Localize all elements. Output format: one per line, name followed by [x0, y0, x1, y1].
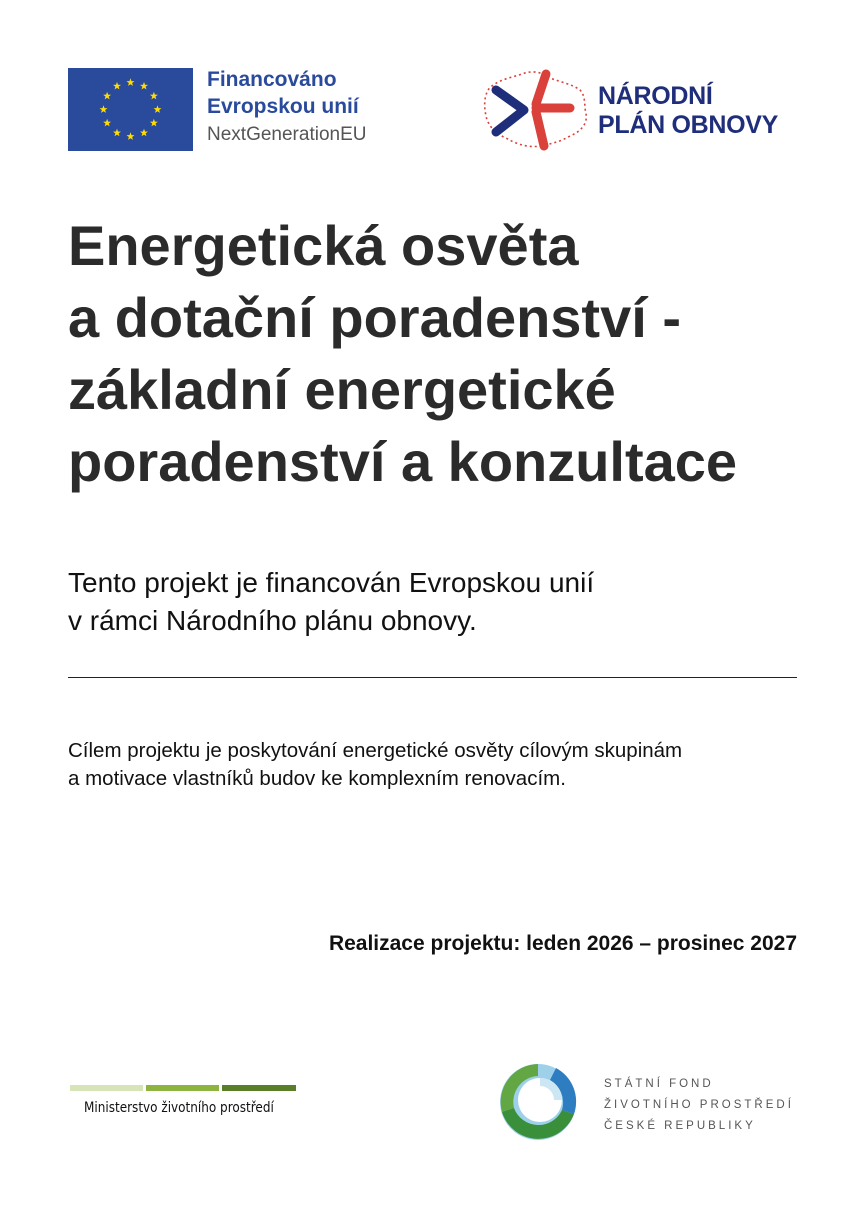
- sfzp-line-3: ČESKÉ REPUBLIKY: [604, 1120, 756, 1132]
- funding-statement: [68, 564, 594, 640]
- npo-logo-icon: [480, 64, 590, 156]
- eu-star-icon: [100, 105, 108, 113]
- npo-label: [598, 82, 778, 140]
- goal-line-1: Cílem projektu je poskytování energetické osvěty cílovým skupinám: [68, 739, 683, 762]
- sfzp-label: [604, 1074, 794, 1137]
- npo-line-1: NÁRODNÍ: [598, 82, 713, 110]
- title-line-2: a dotační poradenství -: [68, 286, 681, 349]
- sfzp-logo-icon: [496, 1060, 580, 1144]
- mzp-logo-bars: [70, 1085, 296, 1091]
- eu-line-2: Evropskou unií: [207, 95, 359, 118]
- subtitle-line-1: Tento projekt je financován Evropskou unií: [68, 567, 595, 598]
- eu-stars-icon: [68, 68, 193, 151]
- title-line-3: základní energetické: [68, 358, 616, 421]
- eu-star-icon: [127, 132, 135, 140]
- divider: [68, 677, 797, 678]
- title-line-1: Energetická osvěta: [68, 214, 579, 277]
- sfzp-line-2: ŽIVOTNÍHO PROSTŘEDÍ: [604, 1099, 794, 1111]
- project-realization: Realizace projektu: leden 2026 – prosinec 2027: [328, 932, 797, 955]
- npo-line-2: PLÁN OBNOVY: [598, 111, 779, 139]
- goal-line-2: a motivace vlastníků budov ke komplexním renovacím.: [68, 767, 566, 790]
- eu-star-icon: [150, 92, 158, 100]
- eu-line-3: NextGenerationEU: [207, 124, 367, 145]
- eu-star-icon: [150, 119, 158, 127]
- eu-funding-label: [207, 66, 366, 148]
- eu-star-icon: [103, 92, 111, 100]
- mzp-label: Ministerstvo životního prostředí: [84, 1100, 274, 1116]
- sfzp-line-1: STÁTNÍ FOND: [604, 1078, 714, 1090]
- eu-star-icon: [140, 82, 148, 90]
- eu-star-icon: [113, 129, 121, 137]
- mzp-bar-2: [146, 1085, 219, 1091]
- eu-star-icon: [113, 82, 121, 90]
- eu-line-1: Financováno: [207, 68, 337, 91]
- subtitle-line-2: v rámci Národního plánu obnovy.: [68, 605, 477, 636]
- eu-flag-logo: [68, 68, 193, 151]
- eu-star-icon: [140, 129, 148, 137]
- mzp-bar-3: [222, 1085, 296, 1091]
- eu-star-icon: [154, 105, 162, 113]
- eu-star-icon: [103, 119, 111, 127]
- eu-star-icon: [127, 78, 135, 86]
- document-title: [68, 210, 828, 498]
- title-line-4: poradenství a konzultace: [68, 430, 738, 493]
- mzp-bar-1: [70, 1085, 143, 1091]
- project-goal: [68, 737, 682, 793]
